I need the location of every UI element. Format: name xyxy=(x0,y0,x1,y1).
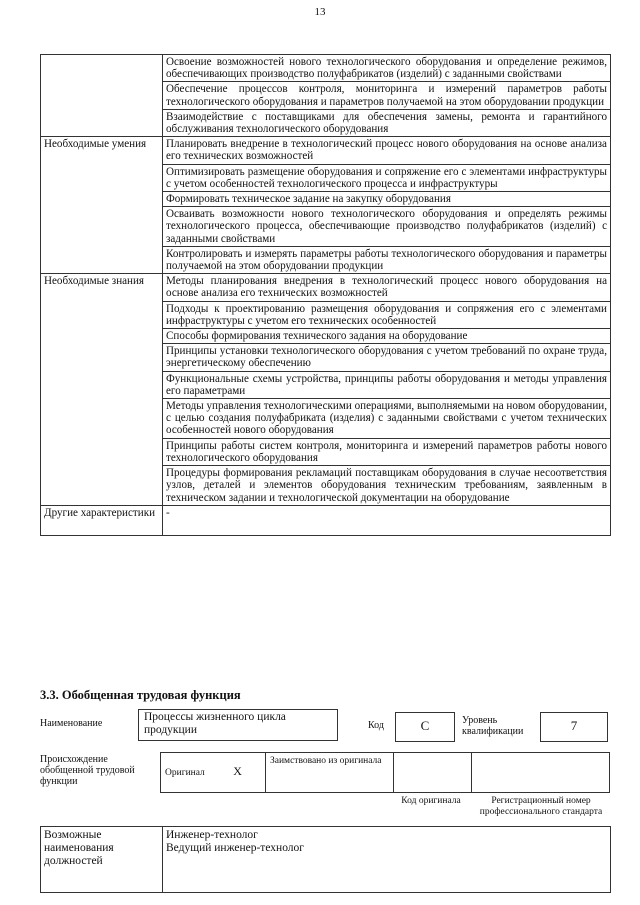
position-item: Ведущий инженер-технолог xyxy=(166,842,304,854)
positions-cell xyxy=(163,827,611,893)
row-item: Принципы установки технологического оборудования с учетом требований по охране труда, энергетическому обеспечению xyxy=(163,344,611,371)
row-label: Необходимые умения xyxy=(41,137,163,274)
borrowed-cell xyxy=(266,753,394,793)
code-original-cell xyxy=(394,753,472,793)
row-item: Методы планирования внедрения в технологический процесс нового оборудования на основе анализа его технических возможностей xyxy=(163,274,611,301)
row-item: Планировать внедрение в технологический процесс нового оборудования на основе анализа его технических возможностей xyxy=(163,137,611,164)
page-number: 13 xyxy=(314,6,326,18)
row-item: Методы управления технологическими операциями, выполняемыми на новом оборудовании, с целью создания полуфабриката (изделия) с заданными свойствами с учетом технических особенностей нового оборудования xyxy=(163,399,611,439)
row-item: Формировать техническое задание на закупку оборудования xyxy=(163,192,611,207)
reg-number-label: Регистрационный номер профессионального стандарта xyxy=(479,796,603,817)
positions-table xyxy=(40,826,611,893)
code-original-label: Код оригинала xyxy=(401,796,461,806)
table-row xyxy=(41,505,611,535)
row-item: Осваивать возможности нового технологического оборудования и определять режимы технологического процесса, обеспечивающие производство полуфабрикатов (изделий) с заданными свойствами xyxy=(163,207,611,247)
row-item: Способы формирования технического задания на оборудование xyxy=(163,329,611,344)
row-label: Необходимые знания xyxy=(41,274,163,505)
row-item: Оптимизировать размещение оборудования и сопряжение его с элементами инфраструктуры с учетом особенностей технологического процесса и инфраструктуры xyxy=(163,164,611,191)
name-value: Процессы жизненного цикла продукции xyxy=(144,711,286,736)
row-item: Контролировать и измерять параметры работы технологического оборудования и параметры получаемой на этом оборудовании продукции xyxy=(163,246,611,273)
code-label: Код xyxy=(368,720,384,731)
row-item: Процедуры формирования рекламаций поставщикам оборудования в случае несоответствия узлов, деталей и элементов оборудования техническим требованиям, заявленным в техническом задании и технологической документации на оборудование xyxy=(163,466,611,506)
original-label: Оригинал xyxy=(165,768,205,778)
row-item: Подходы к проектированию размещения оборудования и сопряжения его с элементами инфраструктуры с учетом его технических особенностей xyxy=(163,301,611,328)
origin-table xyxy=(160,752,610,793)
table-row xyxy=(41,55,611,82)
code-value: C xyxy=(420,718,430,733)
level-label: Уровень квалификации xyxy=(462,715,524,737)
row-label: Другие характеристики xyxy=(41,505,163,535)
row-item: - xyxy=(163,505,611,535)
row-item: Освоение возможностей нового технологического оборудования и определение режимов, обеспечивающих производство полуфабрикатов (изделий) с заданными свойствами xyxy=(163,55,611,82)
positions-label: Возможные наименования должностей xyxy=(41,827,163,893)
name-label: Наименование xyxy=(40,718,103,729)
borrowed-label: Заимствовано из оригинала xyxy=(270,756,382,766)
row-label xyxy=(41,55,163,137)
level-value: 7 xyxy=(570,718,578,733)
table-row xyxy=(41,137,611,164)
origin-label: Происхождение обобщенной трудовой функции xyxy=(40,754,135,787)
reg-number-cell xyxy=(472,753,610,793)
row-item: Взаимодействие с поставщиками для обеспечения замены, ремонта и гарантийного обслуживания технологического оборудования xyxy=(163,109,611,136)
original-cell xyxy=(161,753,266,793)
position-item: Инженер-технолог xyxy=(166,829,258,841)
row-item: Функциональные схемы устройства, принципы работы оборудования и методы управления его параметрами xyxy=(163,371,611,398)
row-item: Принципы работы систем контроля, мониторинга и измерений параметров работы нового технологического оборудования xyxy=(163,438,611,465)
row-item: Обеспечение процессов контроля, мониторинга и измерений параметров работы технологического оборудования и параметров получаемой на этом оборудовании продукции xyxy=(163,82,611,109)
table-row xyxy=(41,274,611,301)
original-mark: X xyxy=(233,764,242,778)
competency-table xyxy=(40,54,611,536)
section-title: 3.3. Обобщенная трудовая функция xyxy=(40,688,241,702)
